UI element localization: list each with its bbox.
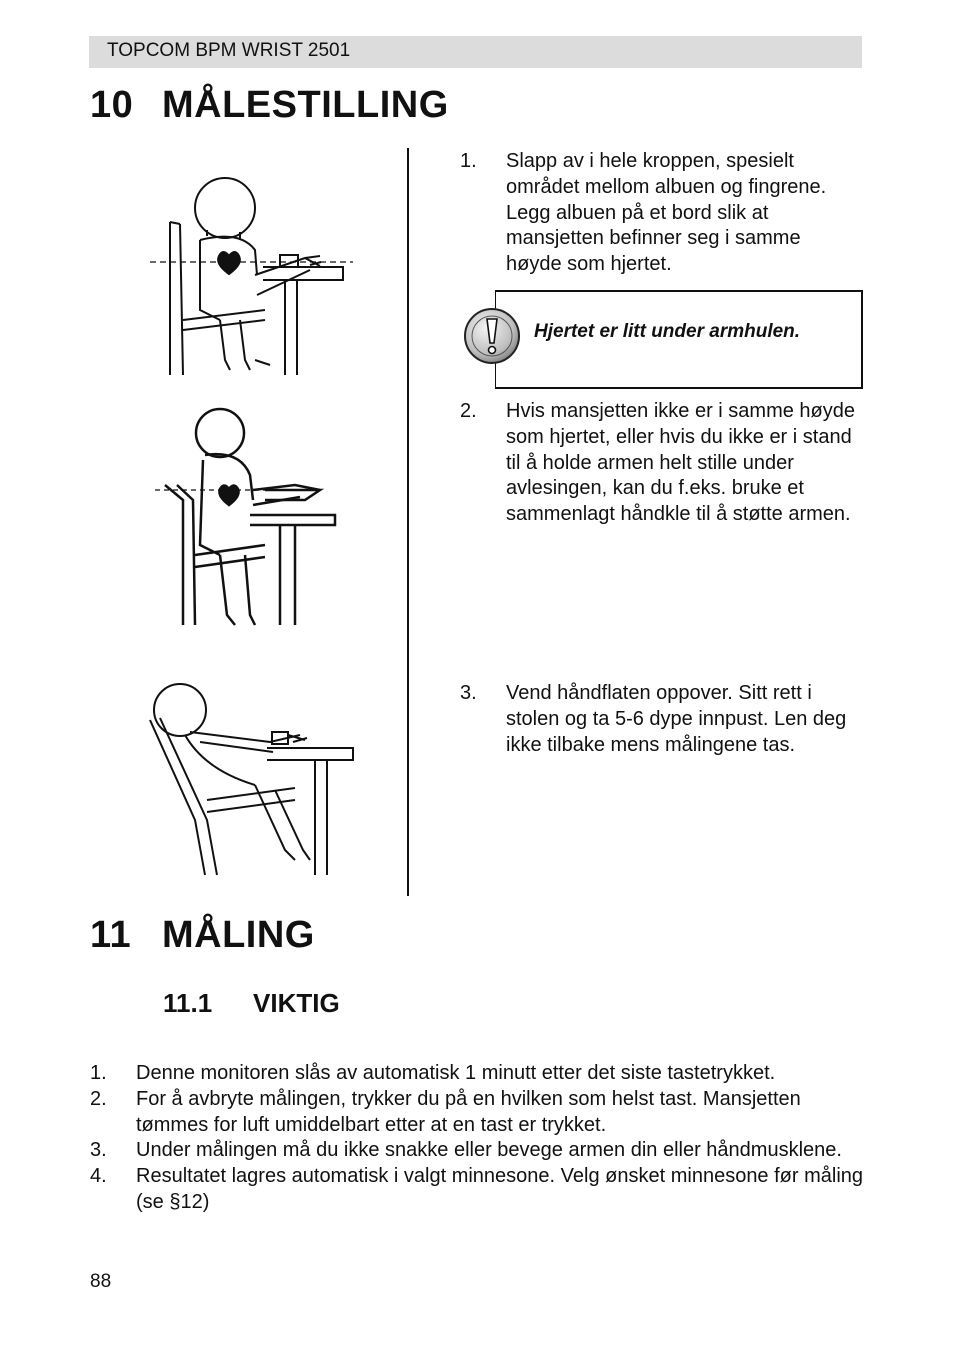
- step-3: [460, 681, 860, 758]
- list-item-number: 3.: [90, 1139, 107, 1162]
- section-10-number: 10: [90, 84, 134, 126]
- column-divider: [407, 148, 409, 896]
- list-item-number: 2.: [90, 1087, 107, 1110]
- list-item-number: 1.: [90, 1062, 107, 1084]
- section-11-heading: [90, 914, 315, 957]
- important-list: [90, 1061, 870, 1216]
- step-1-number: 1.: [460, 150, 477, 172]
- list-item: [90, 1087, 870, 1139]
- step-1: [460, 149, 860, 278]
- header-bar: [89, 36, 862, 68]
- step-2-number: 2.: [460, 400, 477, 422]
- step-2: [460, 399, 860, 528]
- list-item-text: Resultatet lagres automatisk i valgt minnesone. Velg ønsket minnesone før måling (se §12): [136, 1165, 864, 1213]
- section-10-heading: [90, 84, 449, 127]
- step-3-number: 3.: [460, 682, 477, 704]
- step-3-text: Vend håndflaten oppover. Sitt rett i stolen og ta 5-6 dype innpust. Len deg ikke tilbake mens målingene tas.: [506, 682, 847, 756]
- list-item-number: 4.: [90, 1165, 107, 1188]
- list-item-text: For å avbryte målingen, trykker du på en hvilken som helst tast. Mansjetten tømmes for luft umiddelbart etter at en tast er trykket.: [136, 1087, 801, 1136]
- list-item: [90, 1061, 870, 1087]
- illustration-sitting-correct: [145, 170, 360, 380]
- section-11-1-heading: [163, 988, 340, 1019]
- list-item: [90, 1164, 870, 1216]
- section-11-number: 11: [90, 914, 132, 956]
- illustration-leaning-back: [145, 680, 360, 880]
- section-10-title: MÅLESTILLING: [162, 84, 449, 126]
- list-item-text: Under målingen må du ikke snakke eller bevege armen din eller håndmusklene.: [136, 1139, 842, 1162]
- illustration-towel-support: [155, 405, 345, 630]
- note-box: [495, 290, 863, 389]
- section-11-1-number: 11.1: [163, 988, 213, 1018]
- section-11-title: MÅLING: [162, 914, 315, 956]
- step-2-text: Hvis mansjetten ikke er i samme høyde som hjertet, eller hvis du ikke er i stand til å holde armen helt stille under avlesingen, kan du f.eks. bruke et sammenlagt håndkle til å støtte armen.: [506, 400, 856, 526]
- page-number: 88: [90, 1271, 112, 1292]
- list-item: [90, 1138, 870, 1164]
- section-11-1-title: VIKTIG: [253, 988, 340, 1018]
- list-item-text: Denne monitoren slås av automatisk 1 minutt etter det siste tastetrykket.: [136, 1062, 776, 1084]
- note-text: Hjertet er litt under armhulen.: [534, 321, 801, 342]
- header-title: TOPCOM BPM WRIST 2501: [107, 40, 351, 61]
- exclamation-icon: [463, 307, 521, 365]
- step-1-text: Slapp av i hele kroppen, spesielt området mellom albuen og fingrene. Legg albuen på et bord slik at mansjetten befinner seg i samme høyde som hjertet.: [506, 150, 827, 276]
